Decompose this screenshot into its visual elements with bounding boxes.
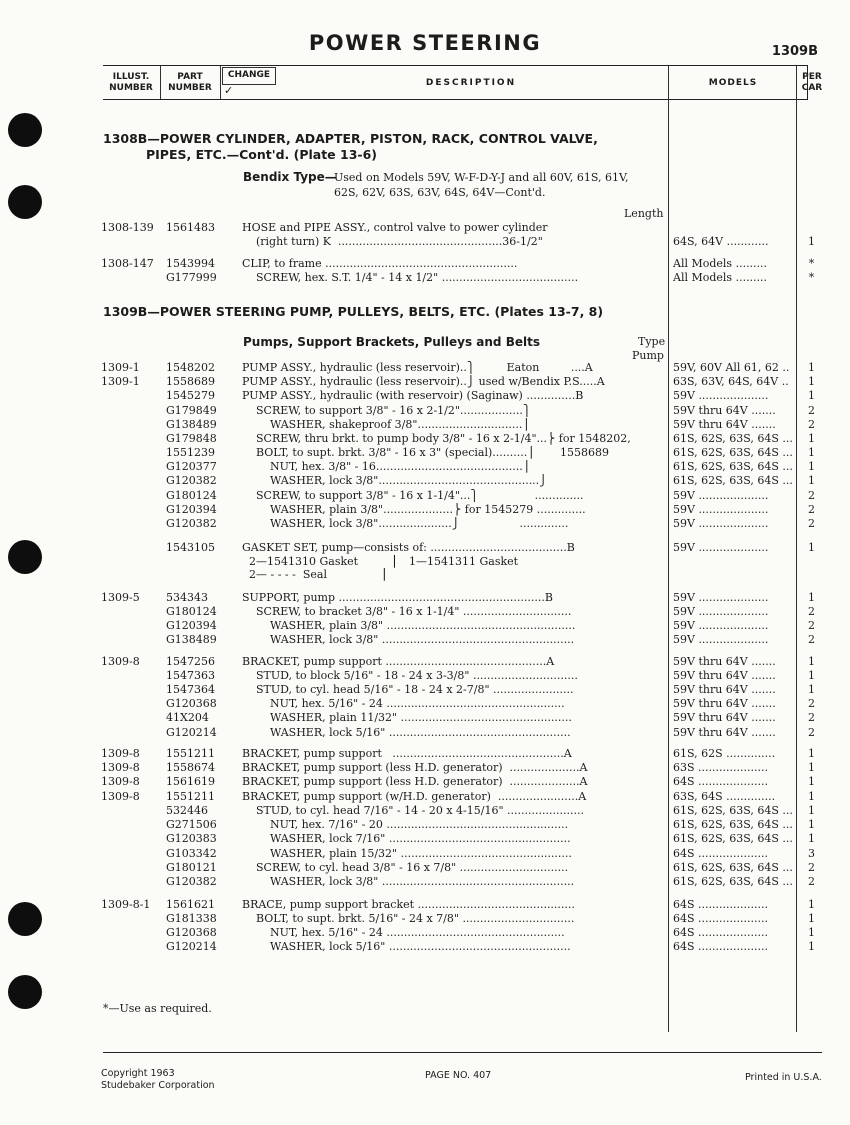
description-cell: BRACKET, pump support ..............................................A [242, 655, 555, 668]
per-car-cell: 2 [808, 875, 815, 888]
description-cell: WASHER, plain 3/8"....................⎬ for 1545279 .............. [242, 503, 586, 516]
table-row [0, 432, 850, 446]
description-cell: SCREW, hex. S.T. 1/4" - 14 x 1/2" ....................................... [242, 271, 579, 284]
models-cell: 61S, 62S, 63S, 64S ... [673, 832, 793, 845]
models-cell: 63S .................... [673, 761, 768, 774]
models-cell: All Models ......... [673, 271, 768, 284]
table-row [0, 633, 850, 647]
description-cell: WASHER, lock 3/8" ....................................................... [242, 875, 575, 888]
models-cell: 64S .................... [673, 775, 768, 788]
part-number-cell: G180124 [166, 605, 217, 618]
models-cell: All Models ......... [673, 257, 768, 270]
pumps-subtitle: Pumps, Support Brackets, Pulleys and Belts [243, 335, 540, 349]
description-cell: GASKET SET, pump—consists of: .......................................B [242, 541, 575, 554]
section-title-1309b: 1309B—POWER STEERING PUMP, PULLEYS, BELTS, ETC. (Plates 13-7, 8) [103, 304, 604, 319]
description-cell: BRACKET, pump support (less H.D. generator) ....................A [242, 775, 588, 788]
per-car-cell: 2 [808, 619, 815, 632]
punch-hole [8, 113, 42, 147]
per-car-cell: 1 [808, 683, 815, 696]
description-cell: NUT, hex. 5/16" - 24 ................................................... [242, 697, 565, 710]
table-row [0, 257, 850, 271]
part-number-cell: G120382 [166, 875, 217, 888]
table-row [0, 591, 850, 605]
per-car-cell: 1 [808, 655, 815, 668]
models-cell: 61S, 62S, 63S, 64S ... [673, 875, 793, 888]
per-car-cell: 1 [808, 832, 815, 845]
table-row [0, 832, 850, 846]
table-row [0, 747, 850, 761]
per-car-cell: 1 [808, 669, 815, 682]
bendix-type-label: Bendix Type— [243, 170, 337, 184]
models-cell: 61S, 62S, 63S, 64S ... [673, 446, 793, 459]
table-row [0, 775, 850, 789]
description-cell: WASHER, shakeproof 3/8"..............................⎪ [242, 418, 531, 431]
per-car-cell: 2 [808, 418, 815, 431]
description-cell: SCREW, to bracket 3/8" - 16 x 1-1/4" ............................... [242, 605, 572, 618]
part-number-cell: G138489 [166, 418, 217, 431]
table-row [0, 847, 850, 861]
illust-number-cell: 1309-1 [101, 375, 140, 388]
table-row [0, 568, 850, 582]
part-number-cell: G180121 [166, 861, 217, 874]
part-number-cell: 1545279 [166, 389, 215, 402]
per-car-cell: 2 [808, 605, 815, 618]
part-number-cell: G138489 [166, 633, 217, 646]
per-car-cell: 1 [808, 235, 815, 248]
models-cell: 61S, 62S, 63S, 64S ... [673, 460, 793, 473]
per-car-cell: 1 [808, 912, 815, 925]
part-number-cell: 1551211 [166, 790, 215, 803]
table-row [0, 818, 850, 832]
bendix-usage-line-2: 62S, 62V, 63S, 63V, 64S, 64V—Cont'd. [334, 186, 546, 199]
table-row [0, 619, 850, 633]
models-cell: 59V .................... [673, 517, 769, 530]
per-car-cell: 2 [808, 633, 815, 646]
table-row [0, 898, 850, 912]
illust-number-cell: 1308-147 [101, 257, 154, 270]
length-column-label: Length [624, 207, 664, 220]
per-car-cell: 2 [808, 711, 815, 724]
per-car-cell: 1 [808, 375, 815, 388]
header-top-rule [103, 65, 808, 66]
description-cell: STUD, to block 5/16" - 18 - 24 x 3-3/8" .............................. [242, 669, 578, 682]
models-cell: 59V thru 64V ....... [673, 404, 776, 417]
description-cell: NUT, hex. 5/16" - 24 ................................................... [242, 926, 565, 939]
description-cell: WASHER, plain 11/32" ................................................. [242, 711, 572, 724]
copyright-line-1: Copyright 1963 [101, 1068, 175, 1079]
models-cell: 59V .................... [673, 389, 769, 402]
table-row [0, 790, 850, 804]
part-number-cell: G179849 [166, 404, 217, 417]
part-number-cell: G120368 [166, 697, 217, 710]
models-cell: 63S, 63V, 64S, 64V .. [673, 375, 789, 388]
part-number-cell: G120382 [166, 517, 217, 530]
models-cell: 64S .................... [673, 912, 768, 925]
part-number-cell: G177999 [166, 271, 217, 284]
table-row [0, 474, 850, 488]
footnote: *—Use as required. [103, 1002, 212, 1015]
part-number-cell: G120382 [166, 474, 217, 487]
description-cell: STUD, to cyl. head 7/16" - 14 - 20 x 4-15/16" ...................... [242, 804, 584, 817]
per-car-cell: 1 [808, 940, 815, 953]
models-cell: 59V .................... [673, 591, 769, 604]
models-cell: 64S .................... [673, 940, 768, 953]
table-row [0, 711, 850, 725]
column-divider [160, 66, 161, 99]
models-cell: 64S .................... [673, 847, 768, 860]
table-row [0, 271, 850, 285]
description-cell: BRACKET, pump support (w/H.D. generator) .......................A [242, 790, 587, 803]
models-cell: 61S, 62S, 63S, 64S ... [673, 818, 793, 831]
part-number-cell: G120377 [166, 460, 217, 473]
part-number-cell: 41X204 [166, 711, 209, 724]
description-cell: NUT, hex. 7/16" - 20 .................................................... [242, 818, 569, 831]
table-row [0, 389, 850, 403]
table-row [0, 926, 850, 940]
description-cell: WASHER, plain 15/32" ................................................. [242, 847, 572, 860]
models-cell: 59V thru 64V ....... [673, 683, 776, 696]
column-header-description: DESCRIPTION [425, 78, 517, 88]
description-cell: WASHER, lock 3/8"..............................................⎭ [242, 474, 548, 487]
models-cell: 61S, 62S, 63S, 64S ... [673, 432, 793, 445]
part-number-cell: 1561621 [166, 898, 215, 911]
models-cell: 59V .................... [673, 541, 769, 554]
part-number-cell: 1561483 [166, 221, 215, 234]
punch-hole [8, 975, 42, 1009]
part-number-cell: G120214 [166, 940, 217, 953]
illust-number-cell: 1309-8 [101, 761, 140, 774]
description-cell: WASHER, lock 3/8".....................⎭ .............. [242, 517, 569, 530]
table-row [0, 940, 850, 954]
models-cell: 64S .................... [673, 926, 768, 939]
description-cell: BOLT, to supt. brkt. 5/16" - 24 x 7/8" ................................ [242, 912, 575, 925]
illust-number-cell: 1309-8 [101, 747, 140, 760]
type-label: Type [638, 335, 666, 348]
part-number-cell: G181338 [166, 912, 217, 925]
description-cell: STUD, to cyl. head 5/16" - 18 - 24 x 2-7/8" ....................... [242, 683, 574, 696]
description-cell: HOSE and PIPE ASSY., control valve to power cylinder [242, 221, 548, 234]
per-car-cell: 2 [808, 503, 815, 516]
table-row [0, 761, 850, 775]
table-row [0, 861, 850, 875]
section-title-1308b-cont: PIPES, ETC.—Cont'd. (Plate 13-6) [146, 147, 378, 162]
part-number-cell: G120394 [166, 619, 217, 632]
models-cell: 59V .................... [673, 489, 769, 502]
description-cell: WASHER, lock 5/16" .................................................... [242, 726, 571, 739]
models-cell: 59V thru 64V ....... [673, 726, 776, 739]
per-car-cell: * [808, 257, 815, 270]
table-row [0, 669, 850, 683]
models-cell: 59V, 60V All 61, 62 .. [673, 361, 790, 374]
column-header-part: PART NUMBER [168, 72, 212, 93]
description-cell: WASHER, lock 5/16" .................................................... [242, 940, 571, 953]
part-number-cell: G179848 [166, 432, 217, 445]
description-cell: 2— - - - - Seal ⎜ [242, 568, 389, 581]
per-car-cell: 1 [808, 460, 815, 473]
description-cell: BOLT, to supt. brkt. 3/8" - 16 x 3" (special)..........⎪ 1558689 [242, 446, 609, 459]
description-cell: (right turn) K ...............................................36-1/2" [242, 235, 543, 248]
part-number-cell: G271506 [166, 818, 217, 831]
column-header-models: MODELS [708, 78, 758, 88]
models-cell: 59V .................... [673, 633, 769, 646]
description-cell: SCREW, to support 3/8" - 16 x 1-1/4"...⎫ .............. [242, 489, 584, 502]
description-cell: SCREW, to support 3/8" - 16 x 2-1/2"..................⎫ [242, 404, 532, 417]
part-number-cell: 1561619 [166, 775, 215, 788]
models-cell: 61S, 62S, 63S, 64S ... [673, 861, 793, 874]
column-divider [220, 66, 221, 99]
description-cell: SCREW, thru brkt. to pump body 3/8" - 16 x 2-1/4"...⎬ for 1548202, [242, 432, 631, 445]
page-title: POWER STEERING [308, 31, 542, 55]
table-row [0, 912, 850, 926]
models-cell: 63S, 64S .............. [673, 790, 776, 803]
part-number-cell: 1543994 [166, 257, 215, 270]
per-car-cell: 1 [808, 747, 815, 760]
models-cell: 59V thru 64V ....... [673, 655, 776, 668]
table-row [0, 418, 850, 432]
part-number-cell: 1551239 [166, 446, 215, 459]
part-number-cell: 1547256 [166, 655, 215, 668]
per-car-cell: 1 [808, 446, 815, 459]
illust-number-cell: 1309-8 [101, 775, 140, 788]
column-header-change: CHANGE [222, 67, 276, 85]
description-cell: CLIP, to frame ....................................................... [242, 257, 518, 270]
per-car-cell: 1 [808, 541, 815, 554]
footer-rule [103, 1052, 822, 1053]
description-cell: BRACE, pump support bracket ............................................. [242, 898, 575, 911]
table-row [0, 726, 850, 740]
per-car-cell: 1 [808, 389, 815, 402]
part-number-cell: 532446 [166, 804, 208, 817]
models-cell: 59V .................... [673, 605, 769, 618]
models-cell: 64S, 64V ............ [673, 235, 769, 248]
printed-in: Printed in U.S.A. [745, 1072, 822, 1083]
header-bottom-rule [103, 99, 808, 100]
models-cell: 59V thru 64V ....... [673, 711, 776, 724]
description-cell: 2—1541310 Gasket ⎜ 1—1541311 Gasket [242, 555, 519, 568]
table-row [0, 221, 850, 235]
per-car-cell: 2 [808, 517, 815, 530]
per-car-cell: 1 [808, 818, 815, 831]
per-car-cell: 1 [808, 474, 815, 487]
page-code: 1309B [771, 44, 818, 59]
models-cell: 64S .................... [673, 898, 768, 911]
table-row [0, 460, 850, 474]
table-row [0, 683, 850, 697]
part-number-cell: 1551211 [166, 747, 215, 760]
part-number-cell: 534343 [166, 591, 208, 604]
per-car-cell: 1 [808, 591, 815, 604]
part-number-cell: 1558674 [166, 761, 215, 774]
table-row [0, 375, 850, 389]
description-cell: PUMP ASSY., hydraulic (less reservoir)..⎫ Eaton ....A [242, 361, 593, 374]
table-row [0, 517, 850, 531]
part-number-cell: G120214 [166, 726, 217, 739]
copyright-line-2: Studebaker Corporation [101, 1080, 215, 1091]
punch-hole [8, 185, 42, 219]
models-cell: 61S, 62S .............. [673, 747, 776, 760]
description-cell: PUMP ASSY., hydraulic (less reservoir)..⎭ used w/Bendix P.S.....A [242, 375, 605, 388]
description-cell: SCREW, to cyl. head 3/8" - 16 x 7/8" ............................... [242, 861, 569, 874]
models-cell: 59V thru 64V ....... [673, 669, 776, 682]
per-car-cell: 3 [808, 847, 815, 860]
column-header-illust: ILLUST. NUMBER [109, 72, 153, 93]
page-number: PAGE NO. 407 [425, 1070, 492, 1081]
description-cell: BRACKET, pump support (less H.D. generator) ....................A [242, 761, 588, 774]
per-car-cell: 1 [808, 898, 815, 911]
illust-number-cell: 1308-139 [101, 221, 154, 234]
column-header-per-car: PER CAR [801, 72, 823, 93]
description-cell: NUT, hex. 3/8" - 16..........................................⎪ [242, 460, 531, 473]
per-car-cell: 2 [808, 697, 815, 710]
part-number-cell: G120383 [166, 832, 217, 845]
description-cell: WASHER, lock 3/8" ....................................................... [242, 633, 575, 646]
illust-number-cell: 1309-8 [101, 790, 140, 803]
models-cell: 59V thru 64V ....... [673, 697, 776, 710]
per-car-cell: 1 [808, 761, 815, 774]
illust-number-cell: 1309-8-1 [101, 898, 151, 911]
table-row [0, 404, 850, 418]
section-title-1308b: 1308B—POWER CYLINDER, ADAPTER, PISTON, RACK, CONTROL VALVE, [103, 131, 598, 146]
description-cell: WASHER, plain 3/8" ...................................................... [242, 619, 576, 632]
table-row [0, 503, 850, 517]
table-row [0, 804, 850, 818]
per-car-cell: 1 [808, 926, 815, 939]
per-car-cell: 2 [808, 861, 815, 874]
illust-number-cell: 1309-8 [101, 655, 140, 668]
table-row [0, 541, 850, 555]
pump-label: Pump [632, 349, 664, 362]
table-row [0, 489, 850, 503]
description-cell: WASHER, lock 7/16" .................................................... [242, 832, 571, 845]
change-check-mark: ✓ [224, 84, 234, 97]
table-row [0, 235, 850, 249]
per-car-cell: 2 [808, 489, 815, 502]
per-car-cell: 2 [808, 726, 815, 739]
part-number-cell: G120368 [166, 926, 217, 939]
part-number-cell: G180124 [166, 489, 217, 502]
part-number-cell: 1547363 [166, 669, 215, 682]
description-cell: PUMP ASSY., hydraulic (with reservoir) (Saginaw) ..............B [242, 389, 584, 402]
models-cell: 59V thru 64V ....... [673, 418, 776, 431]
table-row [0, 697, 850, 711]
description-cell: SUPPORT, pump ...........................................................B [242, 591, 553, 604]
models-cell: 59V .................... [673, 503, 769, 516]
table-row [0, 555, 850, 569]
per-car-cell: 1 [808, 361, 815, 374]
table-row [0, 361, 850, 375]
part-number-cell: 1558689 [166, 375, 215, 388]
table-row [0, 655, 850, 669]
models-cell: 61S, 62S, 63S, 64S ... [673, 474, 793, 487]
per-car-cell: 2 [808, 404, 815, 417]
part-number-cell: 1543105 [166, 541, 215, 554]
table-row [0, 875, 850, 889]
per-car-cell: 1 [808, 432, 815, 445]
models-cell: 59V .................... [673, 619, 769, 632]
per-car-cell: 1 [808, 804, 815, 817]
models-cell: 61S, 62S, 63S, 64S ... [673, 804, 793, 817]
description-cell: BRACKET, pump support .................................................A [242, 747, 572, 760]
illust-number-cell: 1309-1 [101, 361, 140, 374]
part-number-cell: 1547364 [166, 683, 215, 696]
bendix-usage-line-1: Used on Models 59V, W-F-D-Y-J and all 60V, 61S, 61V, [334, 171, 629, 184]
part-number-cell: G120394 [166, 503, 217, 516]
per-car-cell: * [808, 271, 815, 284]
part-number-cell: G103342 [166, 847, 217, 860]
per-car-cell: 1 [808, 790, 815, 803]
table-row [0, 446, 850, 460]
illust-number-cell: 1309-5 [101, 591, 140, 604]
table-row [0, 605, 850, 619]
per-car-cell: 1 [808, 775, 815, 788]
part-number-cell: 1548202 [166, 361, 215, 374]
